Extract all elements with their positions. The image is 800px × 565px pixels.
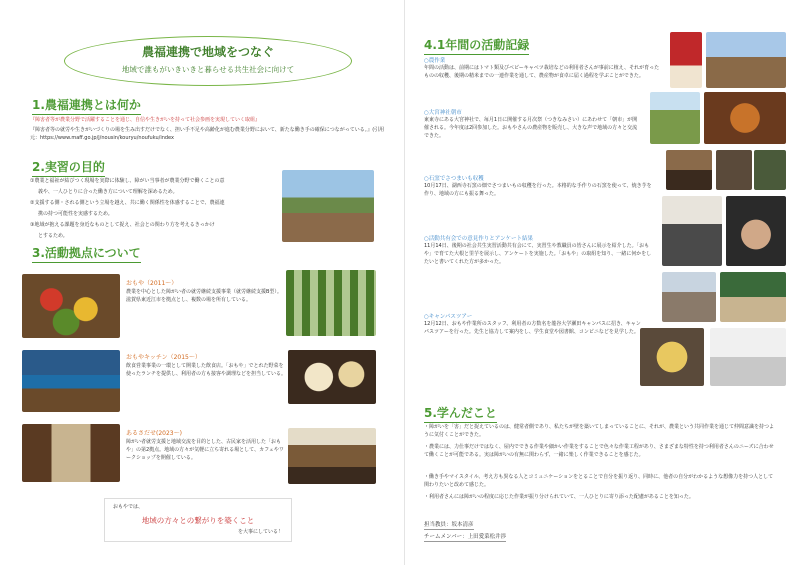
learning-bullet-3: ・働き手やマイスタイル、考え方も異なる人とコミュニケーションをとることで自分を振り返り、同時に、他者の自分がわかるような想像力を持つ人として関わりたいと改めて感じた。 — [424, 474, 774, 488]
learning-bullet-4: ・利用者さんには障がいの程度に応じた作業が振り分けられていて、一人ひとりに寄り添った配慮があることを知った。 — [424, 494, 694, 500]
lunch-plate-photo — [288, 350, 376, 404]
quote-main: 地域の方々との繋がりを築くこと — [141, 516, 255, 525]
section-heading-1: 1.農福連携とは何か — [32, 96, 141, 115]
purpose-line: とするため。 — [38, 233, 68, 239]
activity-title-harvest: ○石窯でさつまいも収穫 — [424, 176, 484, 182]
activity-body-shrine: 東東寺にある大宮神社で、毎月1日に開催する月次祭（つきなみさい）にあわせて「朝市」が開催される。今年度は2回参加した。おもやさんの農産物を販売し、大きな声で地域の方々と交流できた。 — [424, 117, 638, 139]
teacher-credit: 担当教員：坂本清彦 — [424, 522, 474, 528]
section-heading-2: 2.実習の目的 — [32, 158, 105, 177]
team-members: チームメンバー：上田愛菜松井渉 — [424, 534, 507, 540]
main-title: 農福連携で地域をつなぐ — [141, 45, 274, 59]
harvest-photo-1 — [716, 150, 752, 190]
learning-bullet-1: ・障がいを「害」だと捉えているのは、健常者側であり、私たちが壁を築いてしまっていることに、それが、農業という共同作業を通じて仲間意識を持つように気付くことができた。 — [424, 424, 775, 438]
greenhouse-photo — [286, 270, 376, 336]
campus-tour-photo-1 — [662, 272, 716, 322]
campus-tour-photo-2 — [720, 272, 786, 322]
activity-body-share: 11月14日、後期の社会共生実習活動共有会にて、実習生や教職員の皆さんに展示を紹介した。「おもや」で育てた大根と里芋を展示し、アンケートを実施した。「おもや」の取組を知り、一緒に何かをしたいと書いてくれた方が多かった。 — [424, 243, 652, 265]
activity-title-share: ○活動共有会での意見作りとアンケート結果 — [424, 236, 533, 242]
section-heading-5: 5.学んだこと — [424, 404, 497, 423]
purpose-list — [30, 176, 286, 242]
kitchen-storefront-photo — [22, 350, 120, 412]
activity-title-shrine: ○大宮神社朝市 — [424, 110, 462, 116]
ichi-desc: 障がい者就労支援と地域交流を目的とした、古民家を活用した「おもや」の第2拠点。地域の方々が気軽に立ち寄れる場として、カフェやワークショップを開催している。 — [126, 439, 284, 461]
definition-quote: 『障害者等が農業分野で活躍することを通じ、自信や生きがいを持って社会参画を実現していく取組』 — [30, 117, 261, 123]
activity-title-farm: ○農作業 — [424, 58, 446, 64]
section-heading-3: 3.活動拠点について — [32, 244, 141, 263]
interior-photo — [288, 428, 376, 484]
market-photo — [650, 92, 700, 144]
omoya-name: おもや（2011〜） — [126, 280, 178, 287]
stone-oven-photo — [666, 150, 712, 190]
activity-title-tour: ○キャンパスツアー — [424, 314, 473, 320]
activity-body-harvest: 10月17日、湖西寺石窯の畑でさつまいもの収穫を行った。本格的な手作りの石窯を使って、焼き芋を作り、地域の方にも振る舞った。 — [424, 183, 652, 197]
food-photo — [640, 328, 704, 386]
main-subtitle: 地域で誰もがいきいきと暮らせる共生社会に向けて — [121, 65, 295, 74]
activity-body-tour: 12月12日、おもや作業所のスタッフ、利用者の方数名を龍谷大学瀬田キャンパスに招き、キャンパスツアーを行った。先生と協力して案内をし、学生食堂や図書館、コンビニなどを見学した。 — [424, 321, 641, 335]
learning-bullet-2: ・農業には、力仕事だけではなく、屋内でできる作業や細かい作業をすることで色々な作業工程があり、さまざまな特性を持つ利用者さんのニーズに合わせて働くことが可能である。実は障がいの有無に関わらず、一緒に楽しく作業できることを感じた。 — [424, 444, 774, 458]
tasting-photo — [726, 196, 786, 266]
leaflet-photo — [710, 328, 786, 386]
share-meeting-photo — [662, 196, 722, 266]
potato-crate-photo — [704, 92, 786, 144]
kitchen-name: おもやキッチン（2015〜） — [126, 354, 201, 361]
purpose-line: 携の持つ可能性を実感するため。 — [38, 211, 113, 217]
title-banner — [64, 36, 352, 86]
old-house-photo — [22, 424, 120, 482]
banner-flag-photo — [670, 32, 702, 88]
purpose-line: ③地域が抱える課題を身近なものとして捉え、社会との関わり方を考えるきっかけ — [30, 222, 215, 228]
omoya-quote-box — [104, 498, 292, 542]
harvest-photo-2 — [754, 150, 786, 190]
purpose-line: ②支援する側・される側という立場を越え、共に働く関係性を体感することで、農福連 — [30, 200, 225, 206]
purpose-line: 義や、一人ひとりに合った働き方について理解を深めるため。 — [38, 189, 178, 195]
section-heading-4: 4.1年間の活動記録 — [424, 36, 529, 55]
ichi-name: あるさだせ(2023〜) — [126, 430, 182, 437]
farm-work-photo — [706, 32, 786, 88]
purpose-line: ①農業と福祉が結びつく現場を実際に体験し、障がい当事者が農業分野で働くことの意 — [30, 178, 225, 184]
quote-post: を大事にしている！ — [237, 529, 283, 535]
vegetables-photo — [22, 274, 120, 338]
omoya-desc: 農業を中心とした障がい者の就労継続支援事業（就労継続支援B型）。滋賀県東近江市を拠点とし、複数の場を所有している。 — [126, 289, 282, 303]
activity-body-farm: 年間の活動は、前期にはトマト類及びベビーキャベツ栽培などの利用者さんが事前に植え、それが育ったものの収穫、後期の精米までの一連作業を通して、農産物が食卓に届く過程を学ぶことができた。 — [424, 65, 660, 79]
definition-body: 『障害者等の就労や生きがいづくりの場を生み出すだけでなく、担い手不足や高齢化が進む農業分野において、新たな働き手の確保につながっている。』(引用元：https://www.maff.go.jp/j/nousin/kouryu/noufuku/index — [30, 127, 385, 141]
kitchen-desc: 飲食営業事業の一環として開業した飲食店。「おもや」でとれた野菜を使ったランチを提供し、利用者の方も接客や調理などを担当している。 — [126, 363, 287, 377]
quote-pre: おもやでは、 — [113, 504, 144, 510]
field-work-photo — [282, 170, 374, 242]
